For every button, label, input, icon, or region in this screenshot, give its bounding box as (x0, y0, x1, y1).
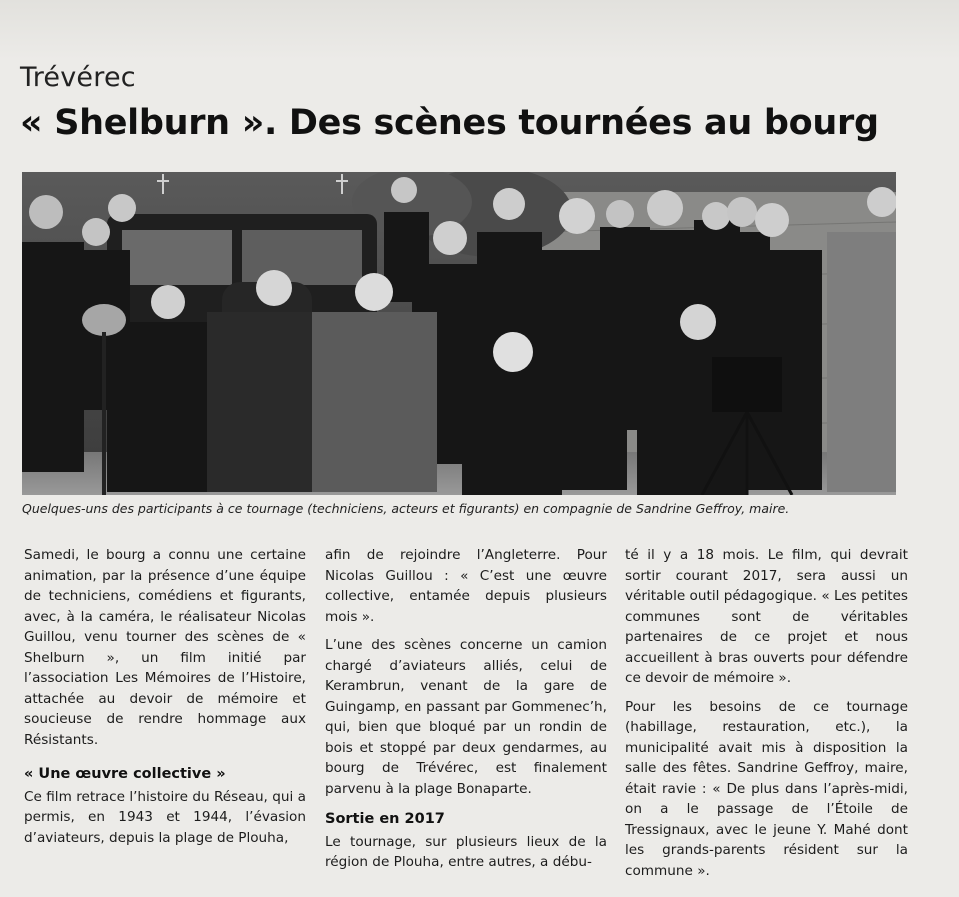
article-photo (22, 172, 896, 495)
paragraph: afin de rejoindre l’Angleterre. Pour Nicolas Guillou : « C’est une œuvre collective, entamée depuis plusieurs mois ». (325, 547, 607, 625)
article-column-3 (625, 545, 908, 889)
subheading: Sortie en 2017 (325, 811, 445, 827)
article-column-2 (325, 545, 607, 881)
article-column-1 (24, 545, 306, 856)
article-headline: « Shelburn ». Des scènes tournées au bourg (20, 103, 879, 143)
paragraph: Pour les besoins de ce tournage (habillage, restauration, etc.), la municipalité avait mis à disposition la salle des fêtes. Sandrine Geffroy, maire, était ravie : « De plus dans l’après-midi, on a le passage de l’Étoile de Tressignaux, avec le jeune Y. Mahé dont les grands-parents résident sur la commune ». (625, 698, 908, 879)
photo-caption: Quelques-uns des participants à ce tournage (techniciens, acteurs et figurants) en compagnie de Sandrine Geffroy, maire. (22, 501, 790, 516)
paragraph: Le tournage, sur plusieurs lieux de la région de Plouha, entre autres, a débu- (325, 833, 607, 870)
paragraph: Ce film retrace l’histoire du Réseau, qui a permis, en 1943 et 1944, l’évasion d’aviateurs, depuis la plage de Plouha, (24, 788, 306, 846)
paragraph: Samedi, le bourg a connu une certaine animation, par la présence d’une équipe de techniciens, comédiens et figurants, avec, à la caméra, le réalisateur Nicolas Guillou, venu tourner des scènes de « Shelburn », un film initié par l’association Les Mémoires de l’Histoire, attachée au devoir de mémoire et soucieuse de rendre hommage aux Résistants. (24, 547, 306, 748)
subheading: « Une œuvre collective » (24, 766, 226, 782)
paragraph: té il y a 18 mois. Le film, qui devrait sortir courant 2017, sera aussi un véritable outil pédagogique. « Les petites communes sont de véritables partenaires de ce projet et nous accueillent à bras ouverts pour défendre ce devoir de mémoire ». (625, 547, 908, 686)
paragraph: L’une des scènes concerne un camion chargé d’aviateurs alliés, celui de Kerambrun, venant de la gare de Guingamp, en passant par Gommenec’h, qui, bien que bloqué par un rondin de bois et stoppé par deux gendarmes, au bourg de Trévérec, est finalement parvenu à la plage Bonaparte. (325, 637, 607, 797)
article-kicker: Trévérec (20, 62, 136, 93)
page-top-bleed (0, 0, 959, 60)
photo-illustration (22, 172, 896, 495)
